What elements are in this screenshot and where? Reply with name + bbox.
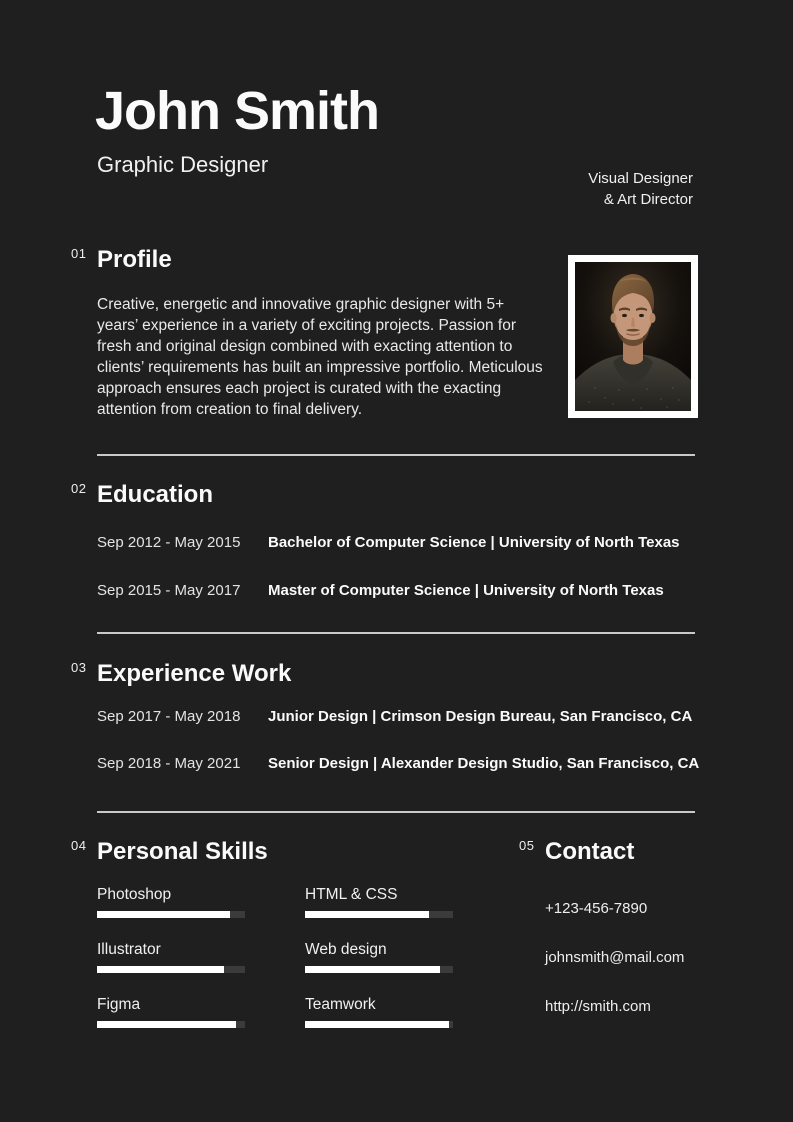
person-name: John Smith <box>95 81 379 141</box>
contact-website: http://smith.com <box>545 998 651 1015</box>
contact-heading <box>519 838 735 866</box>
education-row <box>97 581 737 600</box>
section-divider <box>97 454 695 456</box>
skill-bar-track <box>305 966 453 973</box>
skill-label: Teamwork <box>305 996 376 1013</box>
experience-period: Sep 2018 - May 2021 <box>97 755 241 772</box>
section-contact <box>519 838 735 1046</box>
tagline-line-1: Visual Designer <box>588 170 693 187</box>
skill-bar-track <box>305 911 453 918</box>
skill-bar-fill <box>97 911 230 918</box>
section-education <box>71 481 737 600</box>
contact-phone: +123-456-7890 <box>545 900 648 917</box>
experience-number: 03 <box>71 660 87 675</box>
experience-heading <box>71 660 757 688</box>
skill-item <box>305 996 453 1028</box>
experience-detail: Senior Design | Alexander Design Studio, San Francisco, CA <box>268 755 700 772</box>
experience-title: Experience Work <box>97 660 292 687</box>
skills-grid <box>97 886 457 1028</box>
section-divider <box>97 811 695 813</box>
skill-item <box>305 941 453 973</box>
portrait-photo-image <box>575 262 691 411</box>
experience-row <box>97 754 757 773</box>
education-period: Sep 2012 - May 2015 <box>97 534 241 551</box>
skill-bar-track <box>97 966 245 973</box>
skill-label: Photoshop <box>97 886 172 903</box>
skill-item <box>97 886 245 918</box>
skill-bar-fill <box>97 966 224 973</box>
education-row <box>97 533 737 552</box>
profile-heading <box>71 246 547 274</box>
skill-item <box>97 996 245 1028</box>
skills-number: 04 <box>71 838 87 853</box>
contact-title: Contact <box>545 838 635 865</box>
skill-bar-track <box>305 1021 453 1028</box>
skill-item <box>97 941 245 973</box>
skill-label: Figma <box>97 996 141 1013</box>
contact-number: 05 <box>519 838 535 853</box>
skill-label: Illustrator <box>97 941 161 958</box>
skills-title: Personal Skills <box>97 838 268 865</box>
education-title: Education <box>97 481 214 508</box>
education-heading <box>71 481 737 509</box>
skill-bar-track <box>97 1021 245 1028</box>
education-detail: Bachelor of Computer Science | University of North Texas <box>268 534 680 551</box>
contact-email: johnsmith@mail.com <box>545 949 685 966</box>
experience-period: Sep 2017 - May 2018 <box>97 708 241 725</box>
skill-bar-fill <box>305 911 429 918</box>
skill-label: HTML & CSS <box>305 886 398 903</box>
education-number: 02 <box>71 481 87 496</box>
person-tagline <box>588 168 693 210</box>
education-detail: Master of Computer Science | University of North Texas <box>268 582 664 599</box>
profile-text: Creative, energetic and innovative graphic designer with 5+ years’ experience in a variety of exciting projects. Passion for fresh and original design combined with exacting attention to clients’ requirements has built an impressive portfolio. Meticulous approach ensures each project is curated with the exacting attention from creation to final delivery. <box>97 296 543 418</box>
skill-label: Web design <box>305 941 387 958</box>
skill-bar-fill <box>305 966 440 973</box>
person-role: Graphic Designer <box>97 152 269 177</box>
profile-title: Profile <box>97 246 172 273</box>
tagline-line-2: & Art Director <box>603 191 693 208</box>
skills-heading <box>71 838 457 866</box>
experience-row <box>97 707 757 726</box>
contact-list <box>545 899 735 1016</box>
section-divider <box>97 632 695 634</box>
skill-bar-track <box>97 911 245 918</box>
experience-detail: Junior Design | Crimson Design Bureau, San Francisco, CA <box>268 708 693 725</box>
portrait-photo <box>568 255 698 418</box>
section-skills <box>71 838 457 1028</box>
skill-item <box>305 886 453 918</box>
skill-bar-fill <box>97 1021 236 1028</box>
section-experience <box>71 660 757 773</box>
skill-bar-fill <box>305 1021 449 1028</box>
profile-number: 01 <box>71 246 87 261</box>
section-profile <box>71 246 547 420</box>
education-period: Sep 2015 - May 2017 <box>97 582 241 599</box>
